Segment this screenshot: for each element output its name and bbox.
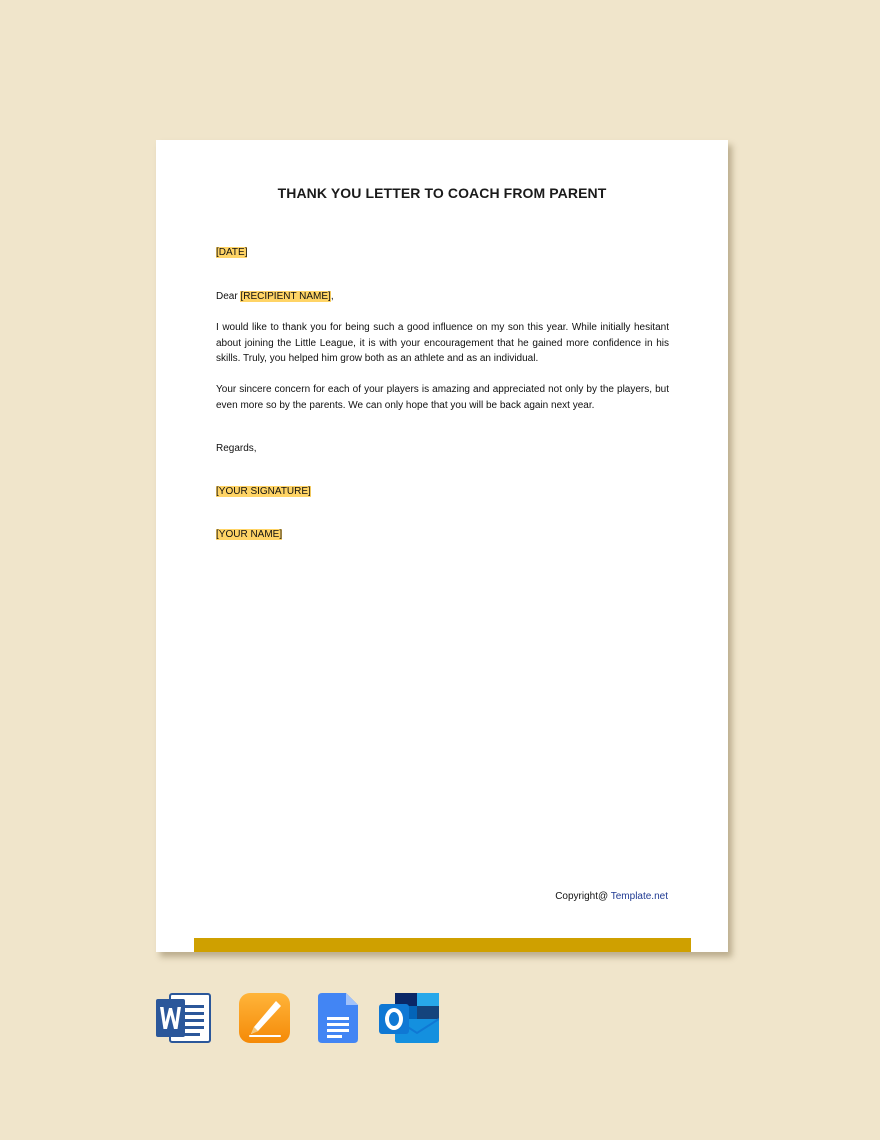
copyright-link[interactable]: Template.net: [610, 891, 668, 902]
copyright-text: Copyright@: [555, 891, 611, 902]
signature-placeholder: [YOUR SIGNATURE]: [216, 486, 311, 497]
salutation-line: [216, 289, 669, 305]
footer-bar: [194, 938, 691, 952]
apple-pages-icon[interactable]: [239, 993, 290, 1043]
paragraph-2: Your sincere concern for each of your players is amazing and appreciated not only by the players, but even more so by the parents. We can only hope that you will be back again next year.: [216, 384, 669, 411]
copyright-notice: [555, 891, 668, 902]
signature-line: [216, 484, 669, 500]
google-docs-icon[interactable]: [318, 993, 358, 1043]
date-placeholder: [DATE]: [216, 247, 248, 258]
date-line: [216, 245, 669, 261]
document-page: [156, 140, 728, 952]
letter-title: THANK YOU LETTER TO COACH FROM PARENT: [277, 185, 607, 201]
name-line: [216, 527, 669, 543]
recipient-placeholder: [RECIPIENT NAME]: [240, 291, 331, 302]
microsoft-outlook-icon[interactable]: [379, 993, 439, 1043]
closing-line: Regards,: [216, 443, 257, 454]
microsoft-word-icon[interactable]: [156, 993, 212, 1043]
paragraph-1: I would like to thank you for being such a good influence on my son this year. While initially hesitant about joining the Little League, it is with your encouragement that he gained more confidence in his skills. Truly, you helped him grow both as an athlete and as an individual.: [216, 322, 669, 364]
name-placeholder: [YOUR NAME]: [216, 529, 283, 540]
salutation-suffix: ,: [330, 291, 334, 302]
salutation-prefix: Dear: [216, 291, 241, 302]
